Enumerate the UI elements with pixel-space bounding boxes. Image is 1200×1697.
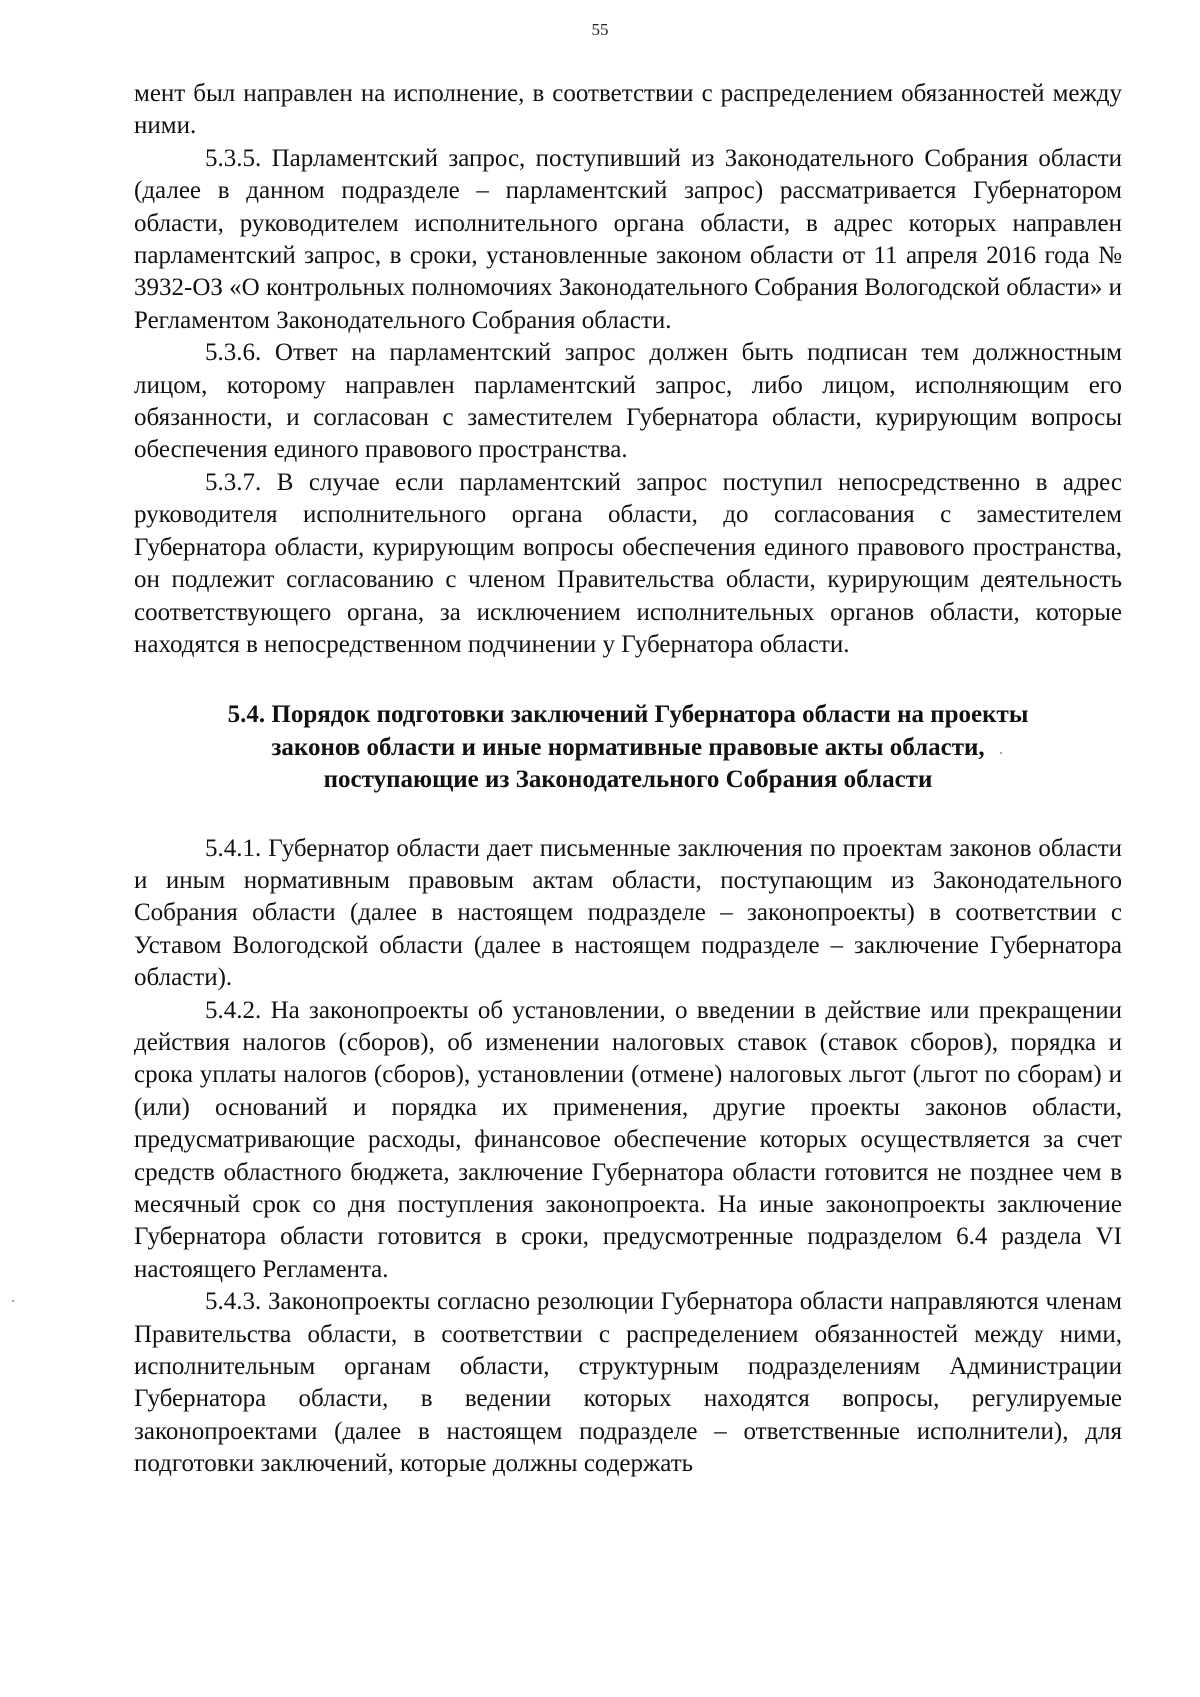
paragraph-5-3-7: 5.3.7. В случае если парламентский запрос поступил непосредственно в адрес руководителя исполнительного органа области, до согласования с заместителем Губернатора области, курирующим вопросы обеспечения единого правового пространства, он подлежит согласованию с членом Правительства области, курирующим деятельность соответствующего органа, за исключением исполнительных органов области, которые находятся в непосредственном подчинении у Губернатора области. [134, 468, 1122, 658]
paragraph-cont: мент был направлен на исполнение, в соответствии с распределением обязанностей между ними. [134, 80, 1122, 140]
bottom-paragraphs [134, 833, 1122, 1481]
scan-speck [1000, 752, 1002, 754]
section-heading-line-3: поступающие из Законодательного Собрания области [323, 766, 933, 794]
paragraph-5-3-6: 5.3.6. Ответ на парламентский запрос должен быть подписан тем должностным лицом, которому направлен парламентский запрос, либо лицом, исполняющим его обязанности, и согласован с заместителем Губернатора области, курирующим вопросы обеспечения единого правового пространства. [134, 339, 1122, 464]
paragraph-5-3-5: 5.3.5. Парламентский запрос, поступивший из Законодательного Собрания области (далее в данном подразделе – парламентский запрос) рассматривается Губернатором области, руководителем исполнительного органа области, в адрес которых направлен парламентский запрос, в сроки, установленные законом области от 11 апреля 2016 года № 3932-ОЗ «О контрольных полномочиях Законодательного Собрания Вологодской области» и Регламентом Законодательного Собрания области. [134, 144, 1122, 334]
paragraph-5-4-3: 5.4.3. Законопроекты согласно резолюции Губернатора области направляются членам Правительства области, в соответствии с распределением обязанностей между ними, исполнительным органам области, структурным подразделениям Администрации Губернатора области, в ведении которых находятся вопросы, регулируемые законопроектами (далее в настоящем подразделе – ответственные исполнители), для подготовки заключений, которые должны содержать [134, 1288, 1122, 1478]
page-number: 55 [591, 20, 609, 39]
document-body [134, 78, 1122, 1481]
scan-speck [12, 1300, 14, 1302]
section-heading-line-1: 5.4. Порядок подготовки заключений Губернатора области на проекты [227, 701, 1029, 729]
top-paragraphs [134, 78, 1122, 661]
paragraph-5-4-2: 5.4.2. На законопроекты об установлении, о введении в действие или прекращении действия налогов (сборов), об изменении налоговых ставок (ставок сборов), порядка и срока уплаты налогов (сборов), установлении (отмене) налоговых льгот (льгот по сборам) и (или) оснований и порядка их применения, другие проекты законов области, предусматривающие расходы, финансовое обеспечение которых осуществляется за счет средств областного бюджета, заключение Губернатора области готовится не позднее чем в месячный срок со дня поступления законопроекта. На иные законопроекты заключение Губернатора области готовится в сроки, предусмотренные подразделом 6.4 раздела VI настоящего Регламента. [134, 996, 1122, 1283]
section-heading [174, 699, 1082, 796]
section-heading-line-2: законов области и иные нормативные правовые акты области, [271, 733, 985, 761]
paragraph-5-4-1: 5.4.1. Губернатор области дает письменные заключения по проектам законов области и иным нормативным правовым актам области, поступающим из Законодательного Собрания области (далее в настоящем подразделе – законопроекты) в соответствии с Уставом Вологодской области (далее в настоящем подразделе – заключение Губернатора области). [134, 834, 1122, 992]
